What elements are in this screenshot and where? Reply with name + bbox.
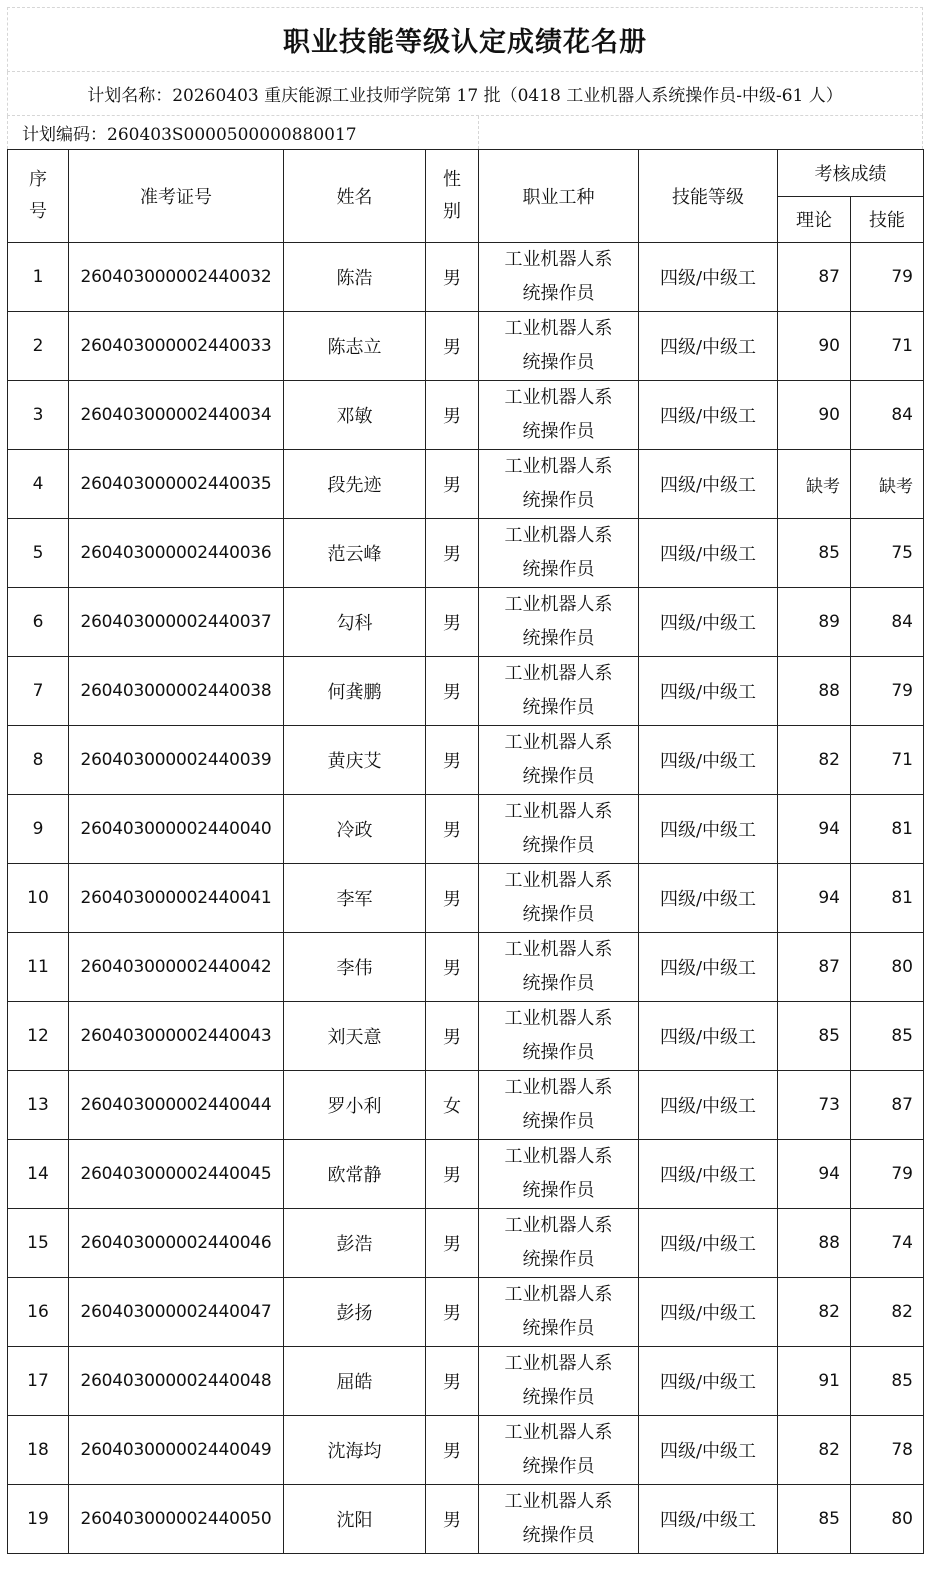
blank-cell — [478, 116, 923, 149]
row-name: 何龚鹏 — [284, 657, 426, 726]
row-occupation — [479, 1209, 639, 1278]
row-name: 冷政 — [284, 795, 426, 864]
table-row — [8, 1071, 924, 1140]
row-theory-score: 90 — [778, 312, 851, 381]
row-name: 彭浩 — [284, 1209, 426, 1278]
table-row — [8, 1347, 924, 1416]
occupation-line1: 工业机器人系 — [504, 1008, 613, 1029]
table-body — [8, 243, 924, 1554]
row-seq: 10 — [8, 864, 69, 933]
plan-name-row — [7, 72, 923, 116]
occupation-line1: 工业机器人系 — [504, 525, 613, 546]
row-level: 四级/中级工 — [639, 864, 778, 933]
occupation-line1: 工业机器人系 — [504, 1077, 613, 1098]
row-theory-score: 73 — [778, 1071, 851, 1140]
occupation-line1: 工业机器人系 — [504, 870, 613, 891]
row-occupation — [479, 933, 639, 1002]
row-exam-id: 260403000002440046 — [69, 1209, 284, 1278]
row-skill-score: 74 — [851, 1209, 924, 1278]
row-gender: 男 — [426, 312, 479, 381]
occupation-line2: 统操作员 — [522, 352, 595, 373]
row-occupation — [479, 1140, 639, 1209]
row-name: 罗小利 — [284, 1071, 426, 1140]
row-name: 李军 — [284, 864, 426, 933]
occupation-line1: 工业机器人系 — [504, 663, 613, 684]
occupation-line2: 统操作员 — [522, 1111, 595, 1132]
row-seq: 13 — [8, 1071, 69, 1140]
row-name: 勾科 — [284, 588, 426, 657]
occupation-line2: 统操作员 — [522, 283, 595, 304]
occupation-line1: 工业机器人系 — [504, 801, 613, 822]
occupation-line2: 统操作员 — [522, 766, 595, 787]
row-skill-score: 85 — [851, 1002, 924, 1071]
row-seq: 12 — [8, 1002, 69, 1071]
row-skill-score: 84 — [851, 588, 924, 657]
row-exam-id: 260403000002440048 — [69, 1347, 284, 1416]
row-level: 四级/中级工 — [639, 657, 778, 726]
row-exam-id: 260403000002440050 — [69, 1485, 284, 1554]
header-seq-line2: 号 — [29, 201, 47, 222]
occupation-line1: 工业机器人系 — [504, 732, 613, 753]
row-gender: 男 — [426, 1278, 479, 1347]
table-row — [8, 1140, 924, 1209]
plan-name: 计划名称：20260403 重庆能源工业技师学院第 17 批（0418 工业机器人系统操作员-中级-61 人） — [87, 86, 843, 106]
row-gender: 男 — [426, 933, 479, 1002]
row-skill-score: 82 — [851, 1278, 924, 1347]
row-level: 四级/中级工 — [639, 1209, 778, 1278]
occupation-line2: 统操作员 — [522, 490, 595, 511]
row-level: 四级/中级工 — [639, 381, 778, 450]
row-theory-score: 87 — [778, 243, 851, 312]
row-level: 四级/中级工 — [639, 243, 778, 312]
table-row — [8, 1485, 924, 1554]
row-gender: 男 — [426, 795, 479, 864]
occupation-line2: 统操作员 — [522, 421, 595, 442]
occupation-line2: 统操作员 — [522, 1042, 595, 1063]
row-occupation — [479, 381, 639, 450]
row-theory-score: 82 — [778, 1278, 851, 1347]
row-theory-score: 94 — [778, 864, 851, 933]
row-name: 欧常静 — [284, 1140, 426, 1209]
row-theory-score: 85 — [778, 1002, 851, 1071]
table-row — [8, 726, 924, 795]
header-seq — [8, 150, 69, 243]
row-seq: 9 — [8, 795, 69, 864]
header-seq-line1: 序 — [29, 169, 47, 190]
row-occupation — [479, 1278, 639, 1347]
table-row — [8, 450, 924, 519]
row-theory-score: 94 — [778, 1140, 851, 1209]
row-gender: 男 — [426, 1347, 479, 1416]
occupation-line1: 工业机器人系 — [504, 249, 613, 270]
row-gender: 男 — [426, 1416, 479, 1485]
row-exam-id: 260403000002440045 — [69, 1140, 284, 1209]
row-occupation — [479, 312, 639, 381]
occupation-line2: 统操作员 — [522, 1525, 595, 1546]
header-theory: 理论 — [778, 196, 851, 243]
row-occupation — [479, 1485, 639, 1554]
occupation-line1: 工业机器人系 — [504, 1353, 613, 1374]
row-skill-score: 75 — [851, 519, 924, 588]
row-gender: 男 — [426, 1140, 479, 1209]
row-seq: 17 — [8, 1347, 69, 1416]
table-row — [8, 381, 924, 450]
row-name: 邓敏 — [284, 381, 426, 450]
occupation-line2: 统操作员 — [522, 904, 595, 925]
row-gender: 女 — [426, 1071, 479, 1140]
row-seq: 8 — [8, 726, 69, 795]
row-skill-score: 85 — [851, 1347, 924, 1416]
row-gender: 男 — [426, 243, 479, 312]
row-exam-id: 260403000002440047 — [69, 1278, 284, 1347]
row-gender: 男 — [426, 381, 479, 450]
occupation-line2: 统操作员 — [522, 559, 595, 580]
row-level: 四级/中级工 — [639, 1416, 778, 1485]
row-name: 陈志立 — [284, 312, 426, 381]
row-seq: 2 — [8, 312, 69, 381]
row-gender: 男 — [426, 519, 479, 588]
row-skill-score: 71 — [851, 726, 924, 795]
row-seq: 19 — [8, 1485, 69, 1554]
header-gender-line1: 性 — [443, 169, 461, 190]
row-theory-score: 87 — [778, 933, 851, 1002]
row-exam-id: 260403000002440039 — [69, 726, 284, 795]
row-theory-score: 90 — [778, 381, 851, 450]
header-name: 姓名 — [284, 150, 426, 243]
occupation-line1: 工业机器人系 — [504, 1491, 613, 1512]
plan-code: 计划编码：260403S0000500000880017 — [22, 125, 357, 145]
row-level: 四级/中级工 — [639, 312, 778, 381]
row-seq: 18 — [8, 1416, 69, 1485]
row-occupation — [479, 657, 639, 726]
table-row — [8, 795, 924, 864]
row-theory-score: 88 — [778, 657, 851, 726]
plan-code-row — [7, 116, 923, 149]
row-seq: 7 — [8, 657, 69, 726]
row-skill-score: 79 — [851, 1140, 924, 1209]
title-row — [7, 7, 923, 72]
occupation-line1: 工业机器人系 — [504, 1284, 613, 1305]
row-theory-score: 94 — [778, 795, 851, 864]
row-name: 沈海均 — [284, 1416, 426, 1485]
row-theory-score: 85 — [778, 519, 851, 588]
score-table — [7, 149, 924, 1554]
table-row — [8, 312, 924, 381]
row-skill-score: 84 — [851, 381, 924, 450]
row-name: 段先迹 — [284, 450, 426, 519]
row-name: 范云峰 — [284, 519, 426, 588]
row-level: 四级/中级工 — [639, 1071, 778, 1140]
row-exam-id: 260403000002440043 — [69, 1002, 284, 1071]
row-seq: 1 — [8, 243, 69, 312]
row-exam-id: 260403000002440041 — [69, 864, 284, 933]
occupation-line2: 统操作员 — [522, 697, 595, 718]
occupation-line2: 统操作员 — [522, 628, 595, 649]
row-seq: 5 — [8, 519, 69, 588]
row-exam-id: 260403000002440034 — [69, 381, 284, 450]
header-gender — [426, 150, 479, 243]
occupation-line1: 工业机器人系 — [504, 1146, 613, 1167]
row-occupation — [479, 1002, 639, 1071]
table-row — [8, 657, 924, 726]
row-level: 四级/中级工 — [639, 795, 778, 864]
row-occupation — [479, 588, 639, 657]
occupation-line2: 统操作员 — [522, 835, 595, 856]
occupation-line1: 工业机器人系 — [504, 939, 613, 960]
row-exam-id: 260403000002440049 — [69, 1416, 284, 1485]
row-level: 四级/中级工 — [639, 588, 778, 657]
table-row — [8, 243, 924, 312]
row-theory-score: 89 — [778, 588, 851, 657]
row-level: 四级/中级工 — [639, 1140, 778, 1209]
row-theory-score: 82 — [778, 726, 851, 795]
row-occupation — [479, 1347, 639, 1416]
row-level: 四级/中级工 — [639, 1347, 778, 1416]
row-gender: 男 — [426, 1209, 479, 1278]
row-exam-id: 260403000002440038 — [69, 657, 284, 726]
table-row — [8, 588, 924, 657]
row-gender: 男 — [426, 657, 479, 726]
row-exam-id: 260403000002440042 — [69, 933, 284, 1002]
row-exam-id: 260403000002440033 — [69, 312, 284, 381]
occupation-line1: 工业机器人系 — [504, 594, 613, 615]
row-seq: 15 — [8, 1209, 69, 1278]
row-skill-score: 78 — [851, 1416, 924, 1485]
row-theory-score: 88 — [778, 1209, 851, 1278]
row-skill-score: 81 — [851, 795, 924, 864]
header-skill: 技能 — [851, 196, 924, 243]
row-name: 陈浩 — [284, 243, 426, 312]
row-skill-score: 79 — [851, 243, 924, 312]
row-level: 四级/中级工 — [639, 1485, 778, 1554]
row-occupation — [479, 519, 639, 588]
row-name: 黄庆艾 — [284, 726, 426, 795]
row-skill-score: 87 — [851, 1071, 924, 1140]
row-level: 四级/中级工 — [639, 1002, 778, 1071]
table-row — [8, 1416, 924, 1485]
row-name: 李伟 — [284, 933, 426, 1002]
row-seq: 11 — [8, 933, 69, 1002]
row-level: 四级/中级工 — [639, 933, 778, 1002]
row-exam-id: 260403000002440037 — [69, 588, 284, 657]
occupation-line2: 统操作员 — [522, 1387, 595, 1408]
row-occupation — [479, 243, 639, 312]
row-occupation — [479, 450, 639, 519]
occupation-line1: 工业机器人系 — [504, 1215, 613, 1236]
row-skill-score: 80 — [851, 933, 924, 1002]
row-seq: 14 — [8, 1140, 69, 1209]
row-name: 彭扬 — [284, 1278, 426, 1347]
row-seq: 16 — [8, 1278, 69, 1347]
row-skill-score: 71 — [851, 312, 924, 381]
occupation-line2: 统操作员 — [522, 1249, 595, 1270]
row-theory-score: 91 — [778, 1347, 851, 1416]
row-exam-id: 260403000002440044 — [69, 1071, 284, 1140]
row-level: 四级/中级工 — [639, 726, 778, 795]
row-seq: 6 — [8, 588, 69, 657]
row-seq: 3 — [8, 381, 69, 450]
table-row — [8, 1209, 924, 1278]
page-title: 职业技能等级认定成绩花名册 — [283, 27, 647, 58]
row-skill-score: 80 — [851, 1485, 924, 1554]
table-row — [8, 864, 924, 933]
row-gender: 男 — [426, 1002, 479, 1071]
header-occupation: 职业工种 — [479, 150, 639, 243]
occupation-line1: 工业机器人系 — [504, 1422, 613, 1443]
row-exam-id: 260403000002440040 — [69, 795, 284, 864]
row-exam-id: 260403000002440035 — [69, 450, 284, 519]
header-exam-id: 准考证号 — [69, 150, 284, 243]
row-theory-score: 85 — [778, 1485, 851, 1554]
occupation-line1: 工业机器人系 — [504, 387, 613, 408]
row-seq: 4 — [8, 450, 69, 519]
roster-sheet — [7, 7, 923, 1554]
row-gender: 男 — [426, 588, 479, 657]
row-gender: 男 — [426, 864, 479, 933]
occupation-line2: 统操作员 — [522, 1180, 595, 1201]
row-occupation — [479, 1071, 639, 1140]
row-gender: 男 — [426, 450, 479, 519]
row-theory-score: 缺考 — [778, 450, 851, 519]
row-exam-id: 260403000002440032 — [69, 243, 284, 312]
row-skill-score: 81 — [851, 864, 924, 933]
header-gender-line2: 别 — [443, 201, 461, 222]
occupation-line2: 统操作员 — [522, 973, 595, 994]
occupation-line2: 统操作员 — [522, 1318, 595, 1339]
table-row — [8, 933, 924, 1002]
table-row — [8, 519, 924, 588]
row-occupation — [479, 726, 639, 795]
row-level: 四级/中级工 — [639, 519, 778, 588]
occupation-line1: 工业机器人系 — [504, 456, 613, 477]
header-scores: 考核成绩 — [778, 150, 924, 197]
row-skill-score: 缺考 — [851, 450, 924, 519]
row-exam-id: 260403000002440036 — [69, 519, 284, 588]
row-name: 沈阳 — [284, 1485, 426, 1554]
row-occupation — [479, 795, 639, 864]
row-level: 四级/中级工 — [639, 1278, 778, 1347]
row-gender: 男 — [426, 1485, 479, 1554]
row-gender: 男 — [426, 726, 479, 795]
header-level: 技能等级 — [639, 150, 778, 243]
occupation-line2: 统操作员 — [522, 1456, 595, 1477]
row-occupation — [479, 1416, 639, 1485]
table-row — [8, 1278, 924, 1347]
occupation-line1: 工业机器人系 — [504, 318, 613, 339]
row-skill-score: 79 — [851, 657, 924, 726]
row-name: 屈皓 — [284, 1347, 426, 1416]
row-occupation — [479, 864, 639, 933]
table-row — [8, 1002, 924, 1071]
row-name: 刘天意 — [284, 1002, 426, 1071]
row-level: 四级/中级工 — [639, 450, 778, 519]
row-theory-score: 82 — [778, 1416, 851, 1485]
